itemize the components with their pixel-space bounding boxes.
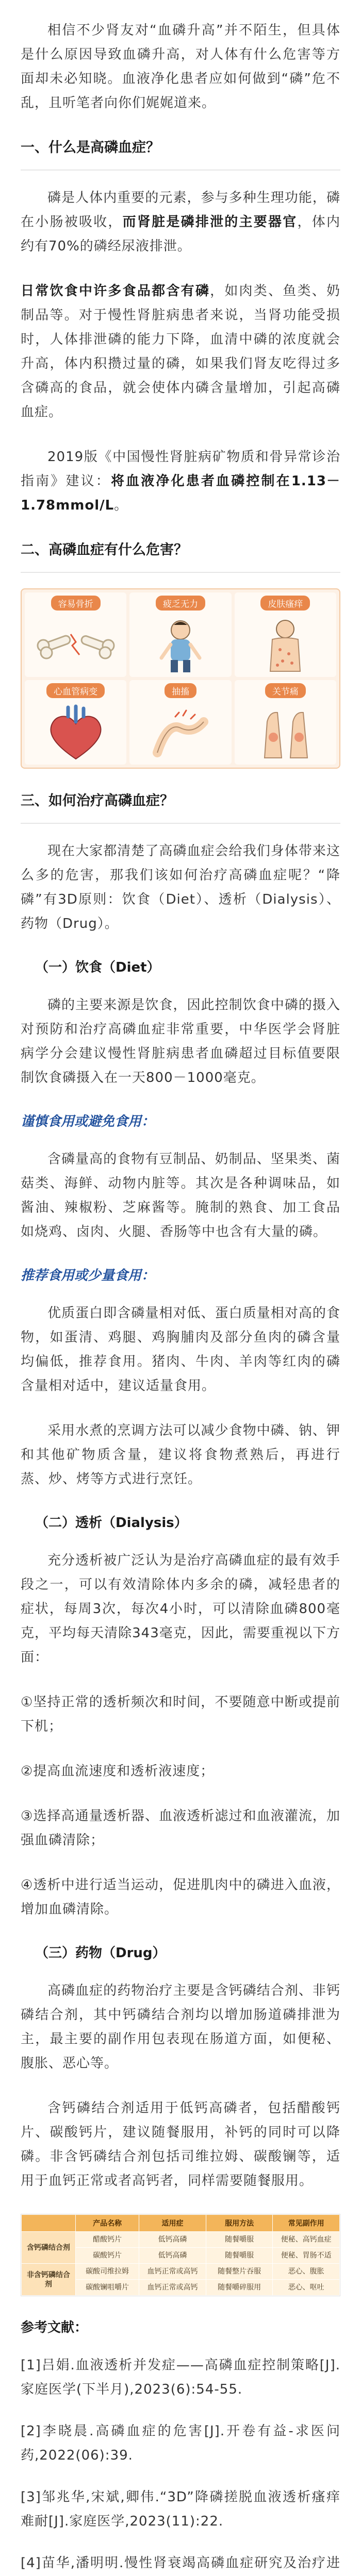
drug-title: （三）药物（Drug） [35, 1945, 166, 1961]
table-cell: 血钙正常或高钙 [139, 2280, 206, 2296]
dialysis-title: （二）透析（Dialysis） [35, 1515, 188, 1531]
highlight-target-range: 将血液净化患者血磷控制在1.13－1.78mmol/L [21, 473, 340, 513]
symptom-label: 容易骨折 [51, 596, 101, 611]
table-header [22, 2215, 76, 2232]
drug-paragraph-1: 高磷血症的药物治疗主要是含钙磷结合剂、非钙磷结合剂，其中钙磷结合剂均以增加肠道磷排泄为主，最主要的副作用包表现在肠道方面，如便秘、腹胀、恶心等。 [21, 1983, 340, 2071]
heart-icon [32, 701, 120, 763]
drug-table [21, 2214, 340, 2296]
broken-bone-icon [32, 614, 120, 675]
table-cell: 恶心、呕吐 [273, 2280, 340, 2296]
table-header-row [22, 2215, 340, 2232]
table-group-cell: 含钙磷结合剂 [22, 2232, 76, 2264]
fatigue-icon [137, 614, 224, 675]
careful-foods-title: 谨慎食用或避免食用： [21, 1114, 155, 1129]
symptom-convulsion [129, 680, 231, 765]
symptom-joint-pain [235, 680, 336, 765]
symptom-label: 疲乏无力 [156, 596, 205, 611]
text-span: 。 [114, 498, 128, 513]
dialysis-paragraph: 充分透析被广泛认为是治疗高磷血症的最有效手段之一，可以有效清除体内多余的磷，减轻患者的症状，每周3次，每次4小时，可以清除血磷800毫克，平均每天清除343毫克，因此，需要重视以下方面： [21, 1553, 340, 1665]
table-cell: 低钙高磷 [139, 2232, 206, 2248]
reference-item: [2]李晓晨.高磷血症的危害[J].开卷有益-求医问药,2022(06):39. [21, 2424, 340, 2463]
recommended-foods-title: 推荐食用或少量食用： [21, 1268, 155, 1283]
table-cell: 随餐整片吞服 [206, 2264, 273, 2280]
section-1-title: 一、什么是高磷血症？ [21, 140, 160, 156]
reference-item: [4]苗华,潘明明.慢性肾衰竭高磷血症研究及治疗进 [21, 2555, 340, 2571]
section-divider [21, 823, 340, 824]
symptom-cardiovascular [25, 680, 126, 765]
reference-item: [1]吕娟.血液透析并发症——高磷血症控制策略[J].家庭医学(下半月),2023(6):54-55. [21, 2358, 340, 2397]
itchy-skin-icon [241, 614, 329, 675]
section-1-paragraph-1 [21, 186, 340, 259]
highlight-kidney: 而肾脏是磷排泄的主要器官 [122, 214, 298, 230]
section-3-title: 三、如何治疗高磷血症？ [21, 793, 174, 809]
dialysis-item-2: ②提高血流速度和透析液速度； [21, 1764, 215, 1779]
highlight-diet: 日常饮食中许多食品都含有磷 [21, 283, 210, 299]
reference-item: [3]邹兆华,宋斌,卿伟.“3D”降磷搓脱血液透析瘙痒难耐[J].家庭医学,2023(11):22. [21, 2489, 340, 2529]
table-cell: 随餐嚼碎服用 [206, 2280, 273, 2296]
table-row [22, 2264, 340, 2280]
table-cell: 血钙正常或高钙 [139, 2264, 206, 2280]
table-cell: 随餐嚼服 [206, 2232, 273, 2248]
symptom-itchy-skin [235, 592, 336, 677]
intro-paragraph: 相信不少肾友对“血磷升高”并不陌生，但具体是什么原因导致血磷升高，对人体有什么危害等方面却未必知晓。血液净化患者应如何做到“磷”危不乱，且听笔者向你们娓娓道来。 [21, 23, 340, 111]
dialysis-item-3: ③选择高通量透析器、血液透析滤过和血液灌流，加强血磷清除； [21, 1808, 340, 1848]
symptom-label: 皮肤瘙痒 [260, 596, 310, 611]
section-3-intro: 现在大家都清楚了高磷血症会给我们身体带来这么多的危害，那我们该如何治疗高磷血症呢？“降磷”有3D原则：饮食（Diet）、透析（Dialysis）、药物（Drug）。 [21, 843, 340, 931]
cooking-tip: 采用水煮的烹调方法可以减少食物中磷、钠、钾和其他矿物质含量，建议将食物煮熟后，再进行蒸、炒、烤等方式进行烹饪。 [21, 1423, 340, 1487]
references-title: 参考文献： [21, 2320, 88, 2335]
section-divider [21, 572, 340, 573]
table-header: 服用方法 [206, 2215, 273, 2232]
table-cell: 便秘、高钙血症 [273, 2232, 340, 2248]
symptom-fatigue [129, 592, 231, 677]
joint-pain-icon [241, 701, 329, 763]
table-header: 常见副作用 [273, 2215, 340, 2232]
recommended-foods-text: 优质蛋白即含磷量相对低、蛋白质量相对高的食物，如蛋清、鸡腿、鸡胸脯肉及部分鱼肉的磷含量均偏低，推荐食用。猪肉、牛肉、羊肉等红肉的磷含量相对适中，建议适量食用。 [21, 1306, 340, 1394]
table-cell: 便秘、胃肠不适 [273, 2248, 340, 2264]
section-1-paragraph-3 [21, 445, 340, 518]
section-2-title: 二、高磷血症有什么危害？ [21, 542, 188, 558]
symptom-label: 心血管病变 [46, 683, 105, 698]
symptom-grid [21, 588, 340, 769]
careful-foods-text: 含磷量高的食物有豆制品、奶制品、坚果类、菌菇类、海鲜、动物内脏等。其次是各种调味品，如酱油、辣椒粉、芝麻酱等。腌制的熟食、加工食品如烧鸡、卤肉、火腿、香肠等中也含有大量的磷。 [21, 1151, 340, 1240]
table-header: 产品名称 [75, 2215, 139, 2232]
table-group-cell: 非含钙磷结合剂 [22, 2264, 76, 2296]
text-span: 磷是人体内重要的元素，参与多种生理功能，磷在小肠被吸收， [21, 190, 340, 230]
table-header: 适用症 [139, 2215, 206, 2232]
dialysis-item-1: ①坚持正常的透析频次和时间，不要随意中断或提前下机； [21, 1694, 340, 1734]
text-span: ，体内约有70%的磷经尿液排泄。 [21, 214, 340, 254]
drug-paragraph-2: 含钙磷结合剂适用于低钙高磷者，包括醋酸钙片、碳酸钙片，建议随餐服用，补钙的同时可以降磷。非含钙磷结合剂包括司维拉姆、碳酸镧等，适用于血钙正常或者高钙者，同样需要随餐服用。 [21, 2100, 340, 2189]
section-1-paragraph-2 [21, 279, 340, 425]
section-divider [21, 170, 340, 171]
table-row [22, 2232, 340, 2248]
table-cell: 恶心、腹胀 [273, 2264, 340, 2280]
symptom-label: 抽搐 [165, 683, 196, 698]
symptom-label: 关节痛 [265, 683, 306, 698]
table-cell: 碳酸司维拉姆 [75, 2264, 139, 2280]
convulsion-icon [137, 701, 224, 763]
text-span: 2019版《中国慢性肾脏病矿物质和骨异常诊治指南》建议： [21, 449, 340, 489]
table-cell: 低钙高磷 [139, 2248, 206, 2264]
table-cell: 碳酸镧咀嚼片 [75, 2280, 139, 2296]
symptom-fracture [25, 592, 126, 677]
diet-title: （一）饮食（Diet） [35, 960, 160, 975]
table-cell: 醋酸钙片 [75, 2232, 139, 2248]
table-cell: 碳酸钙片 [75, 2248, 139, 2264]
text-span: ，如肉类、鱼类、奶制品等。对于慢性肾脏病患者来说，当肾功能受损时，人体排泄磷的能力下降，血清中磷的浓度就会升高，体内积攒过量的磷，如果我们肾友吃得过多含磷高的食品，就会使体内磷含量增加，引起高磷血症。 [21, 283, 340, 420]
dialysis-item-4: ④透析中进行适当运动，促进肌肉中的磷进入血液，增加血磷清除。 [21, 1877, 340, 1917]
diet-paragraph: 磷的主要来源是饮食，因此控制饮食中磷的摄入对预防和治疗高磷血症非常重要，中华医学会肾脏病学分会建议慢性肾脏病患者血磷超过目标值要限制饮食磷摄入在一天800－1000毫克。 [21, 997, 340, 1086]
table-cell: 随餐嚼服 [206, 2248, 273, 2264]
